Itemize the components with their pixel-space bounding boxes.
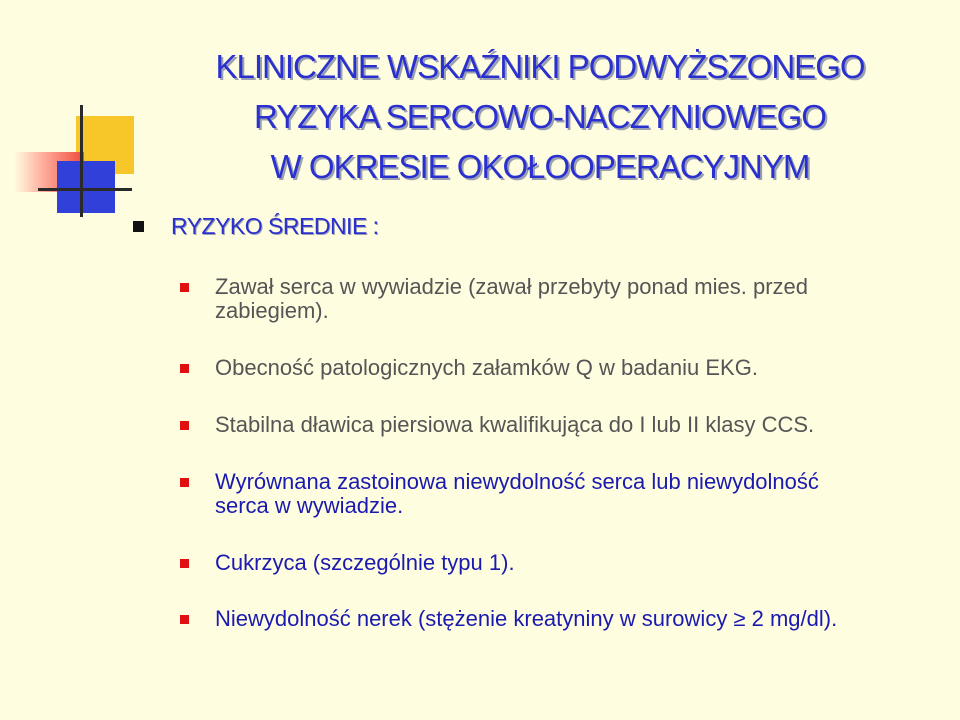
title-line-1: KLINICZNE WSKAŹNIKI PODWYŻSZONEGO (215, 48, 865, 85)
red-square-bullet-icon (180, 615, 189, 624)
list-item (180, 607, 920, 631)
item-line: zabiegiem). (215, 298, 329, 323)
logo-blue-square (57, 161, 115, 213)
red-square-bullet-icon (180, 559, 189, 568)
item-line: serca w wywiadzie. (215, 493, 404, 518)
section-label: RYZYKO ŚREDNIE : (171, 213, 379, 239)
square-bullet-icon (133, 221, 144, 232)
list-item (180, 470, 920, 518)
list-item (180, 551, 920, 575)
list-item (180, 413, 920, 437)
red-square-bullet-icon (180, 283, 189, 292)
item-line: Obecność patologicznych załamków Q w badaniu EKG. (215, 355, 758, 380)
item-line: Cukrzyca (szczególnie typu 1). (215, 550, 515, 575)
item-line: Niewydolność nerek (stężenie kreatyniny w surowicy ≥ 2 mg/dl). (215, 606, 838, 631)
list-item (180, 275, 920, 323)
item-line: Zawał serca w wywiadzie (zawał przebyty ponad mies. przed (215, 274, 809, 299)
section-heading (133, 213, 379, 240)
slide-title (140, 42, 940, 192)
red-square-bullet-icon (180, 478, 189, 487)
title-line-3: W OKRESIE OKOŁOOPERACYJNYM (270, 148, 810, 185)
logo-horizontal-line (38, 188, 132, 191)
logo-vertical-line (80, 105, 83, 217)
red-square-bullet-icon (180, 421, 189, 430)
list-item (180, 356, 920, 380)
item-line: Stabilna dławica piersiowa kwalifikująca do I lub II klasy CCS. (215, 412, 815, 437)
item-line: Wyrównana zastoinowa niewydolność serca lub niewydolność (215, 469, 819, 494)
title-line-2: RYZYKA SERCOWO-NACZYNIOWEGO (254, 98, 826, 135)
red-square-bullet-icon (180, 364, 189, 373)
